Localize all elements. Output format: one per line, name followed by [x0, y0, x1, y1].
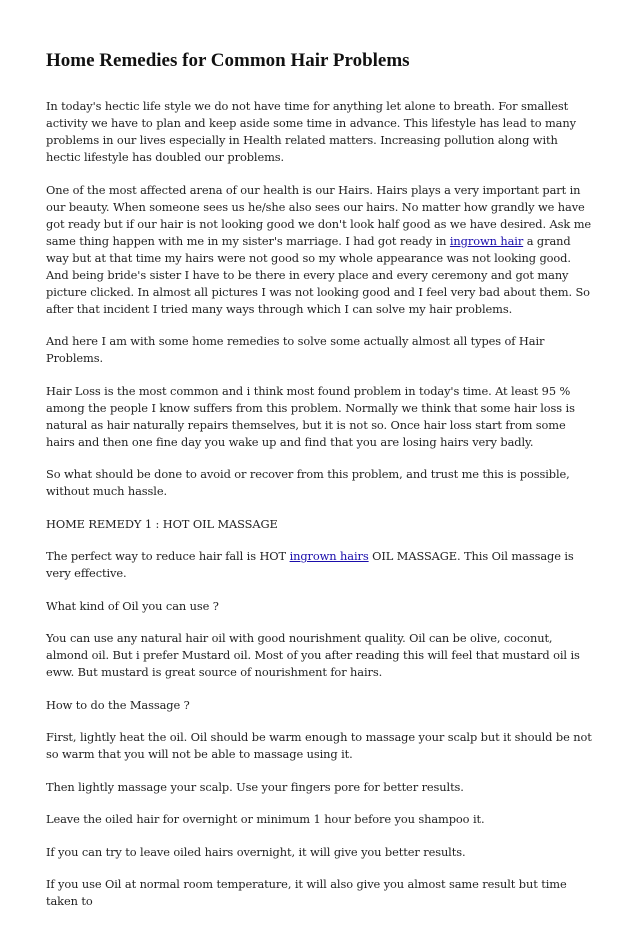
paragraph-massage-question: How to do the Massage ? [46, 697, 190, 712]
paragraph-intro: In today's hectic life style we do not have time for anything let alone to breath. For smallest activity we have to plan and keep aside some time in advance. This lifestyle has lead to many problems in our lives especially in Health related matters. Increasing pollution along with hectic lifestyle has doubled our problems. [46, 99, 576, 164]
paragraph-hot-oil [46, 548, 594, 582]
ingrown-hairs-link[interactable]: ingrown hairs [289, 549, 369, 563]
ingrown-hair-link[interactable]: ingrown hair [449, 233, 524, 248]
paragraph-text: OIL MASSAGE. This Oil massage is very effective. [46, 549, 574, 580]
paragraph-remedies-intro: And here I am with some home remedies to solve some actually almost all types of Hair Problems. [46, 334, 545, 365]
paragraph-step-overnight: If you can try to leave oiled hairs overnight, it will give you better results. [46, 844, 466, 859]
paragraph-step-heat: First, lightly heat the oil. Oil should be warm enough to massage your scalp but it should be not so warm that you will not be able to massage using it. [46, 730, 592, 761]
page-title: Home Remedies for Common Hair Problems [46, 50, 410, 71]
paragraph-text: a grand way but at that time my hairs were not good so my whole appearance was not looking good. And being bride's sister I have to be there in every place and every ceremony and got many picture clicked. In almost all pictures I was not looking good and I feel very bad about them. So after that incident I tried many ways through which I can solve my hair problems. [46, 233, 590, 316]
paragraph-hair-loss: Hair Loss is the most common and i think most found problem in today's time. At least 95 % among the people I know suffers from this problem. Normally we think that some hair loss is natural as hair naturally repairs themselves, but it is not so. Once hair loss start from some hairs and then one fine day you wake up and find that you are losing hairs very badly. [46, 383, 575, 449]
paragraph-hair-importance [46, 182, 594, 318]
paragraph-room-temp: If you use Oil at normal room temperature, it will also give you almost same result but time taken to [46, 877, 567, 908]
article-body [46, 98, 594, 926]
paragraph-step-massage: Then lightly massage your scalp. Use your fingers pore for better results. [46, 779, 464, 794]
paragraph-step-leave: Leave the oiled hair for overnight or minimum 1 hour before you shampoo it. [46, 812, 485, 826]
paragraph-what-to-do: So what should be done to avoid or recover from this problem, and trust me this is possible, without much hassle. [46, 467, 570, 498]
paragraph-text: One of the most affected arena of our health is our Hairs. Hairs plays a very important part in our beauty. When someone sees us he/she also sees our hairs. No matter how grandly we have got ready but if our hair is not looking good we don't look half good as we have desired. Ask me same thing happen with me in my sister's marriage. I had got ready in [46, 182, 592, 248]
paragraph-oil-types: You can use any natural hair oil with good nourishment quality. Oil can be olive, coconut, almond oil. But i prefer Mustard oil. Most of you after reading this will feel that mustard oil is eww. But mustard is great source of nourishment for hairs. [46, 631, 580, 679]
remedy-heading: HOME REMEDY 1 : HOT OIL MASSAGE [46, 516, 278, 531]
paragraph-text: The perfect way to reduce hair fall is HOT [46, 549, 290, 563]
paragraph-oil-question: What kind of Oil you can use ? [46, 598, 219, 613]
